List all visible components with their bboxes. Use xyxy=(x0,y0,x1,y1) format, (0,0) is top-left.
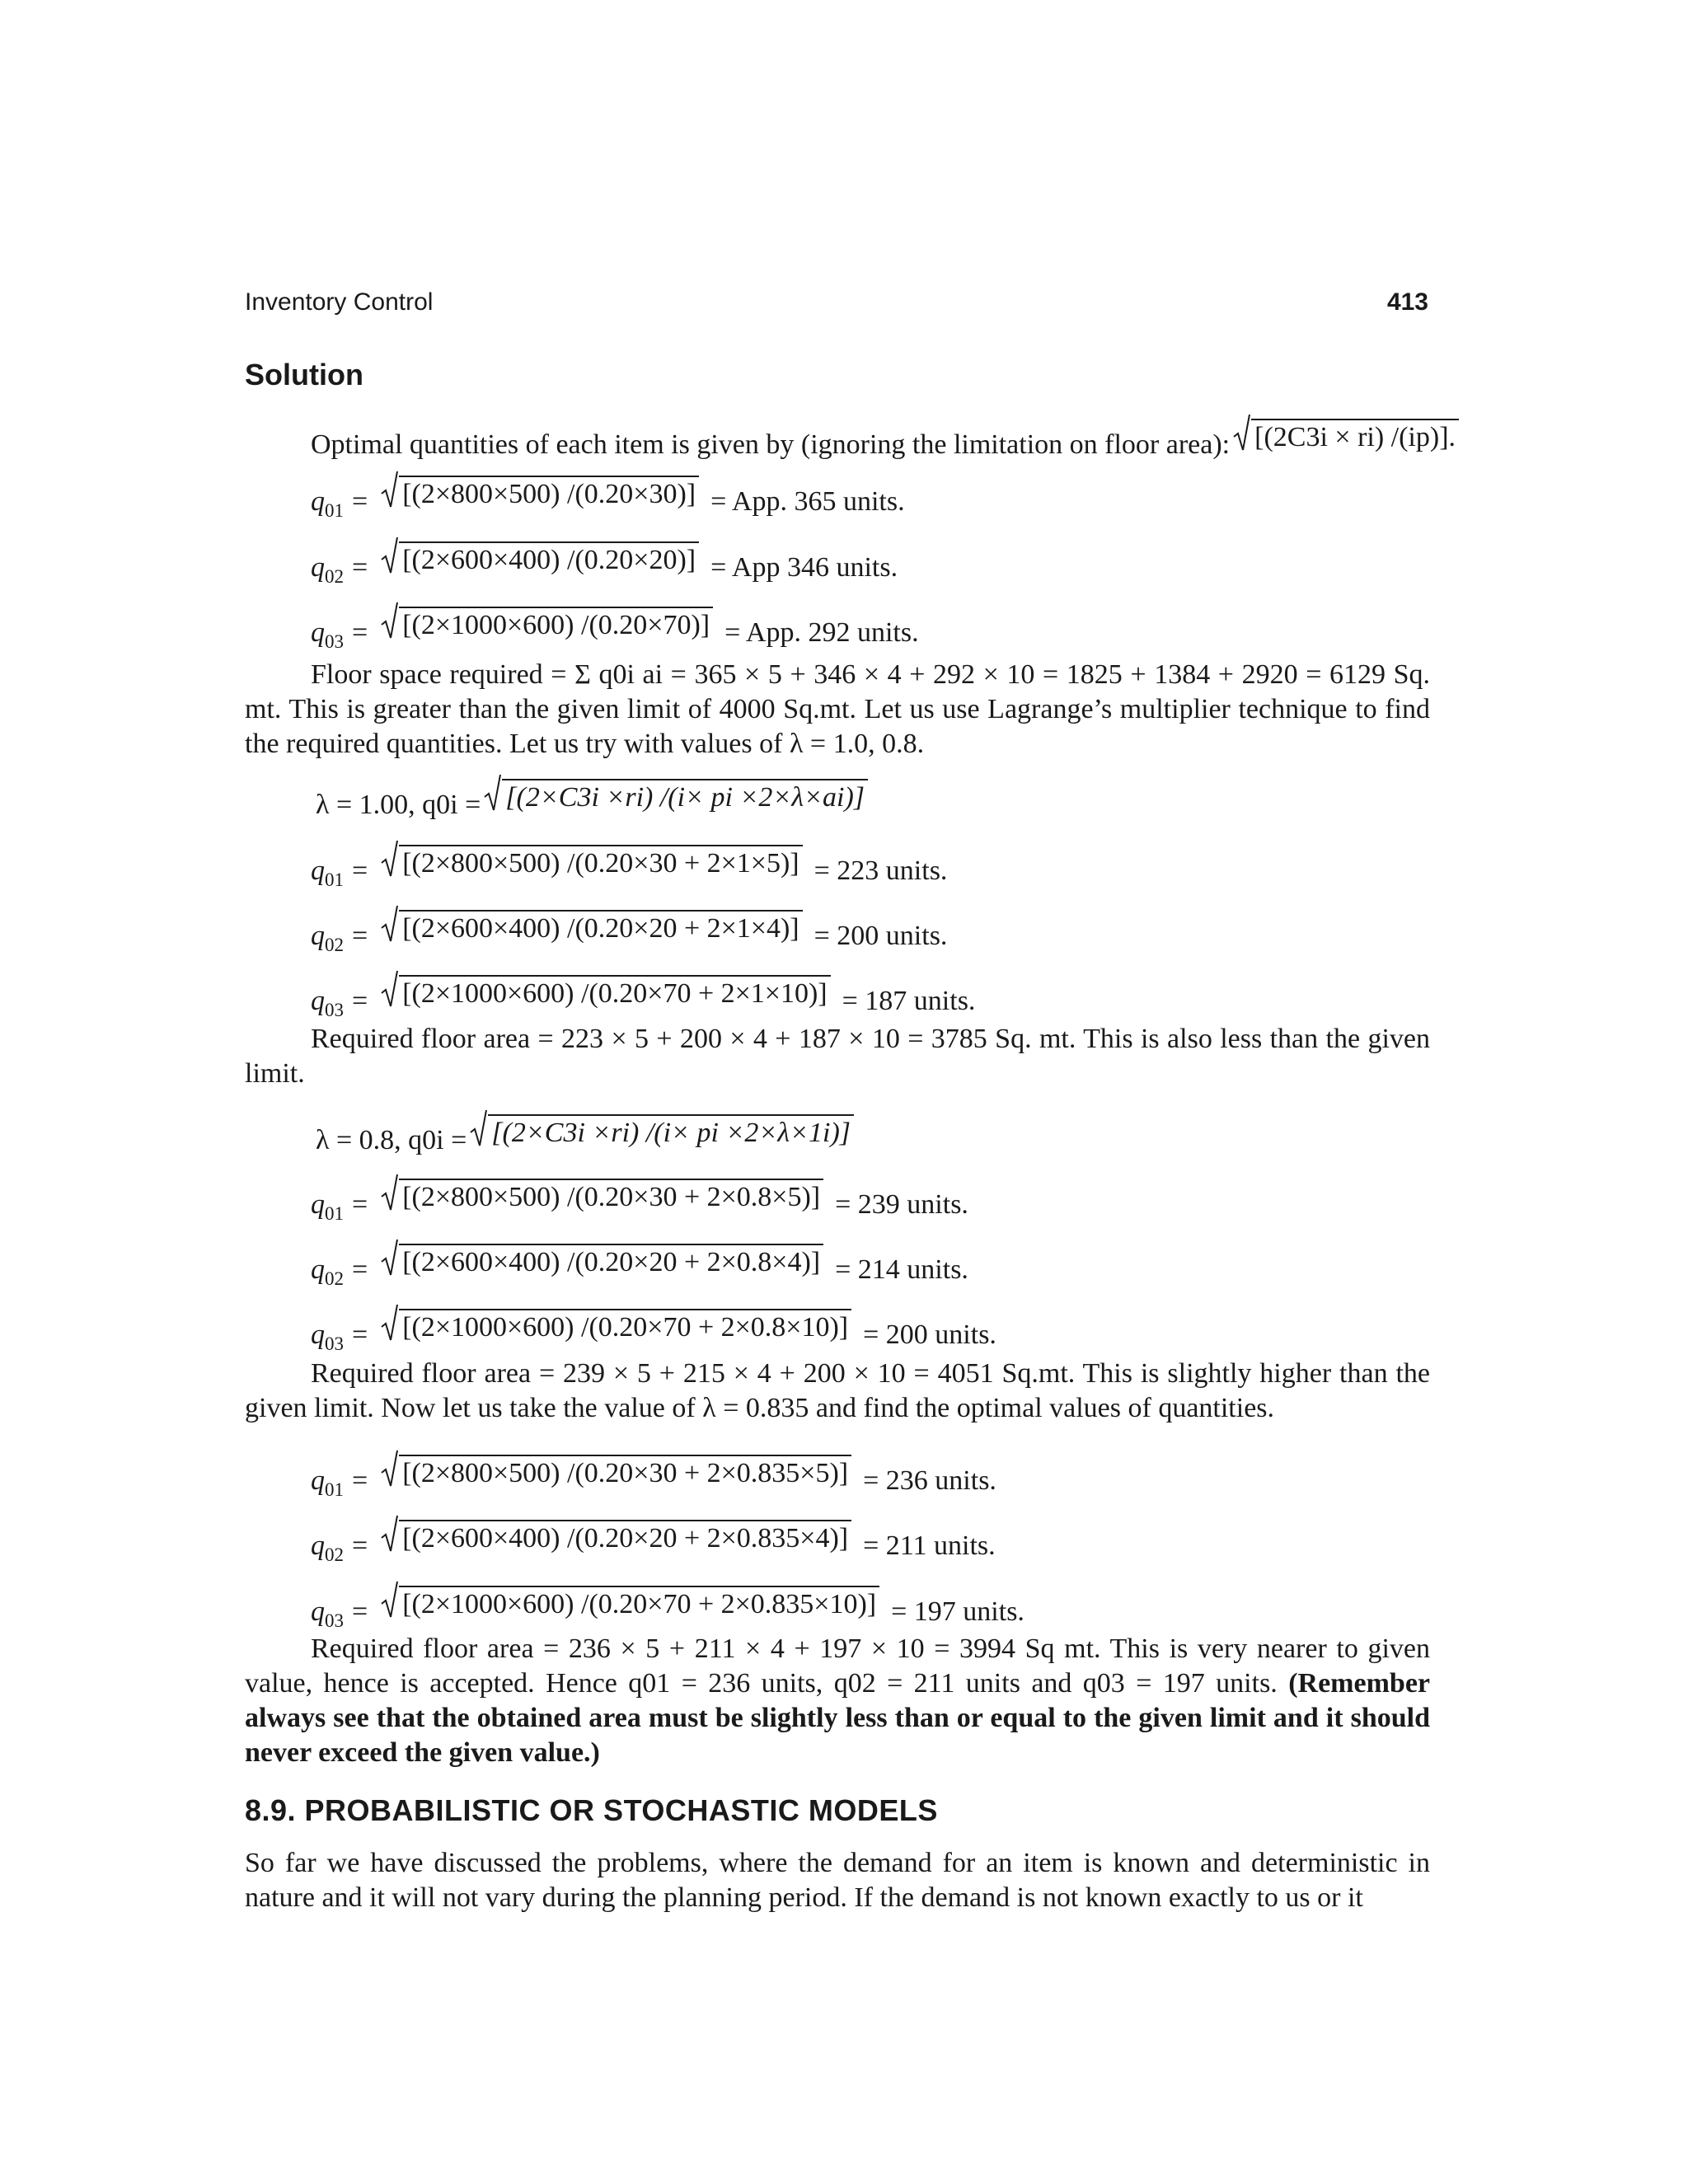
equation-radical xyxy=(381,541,699,576)
equation-radical xyxy=(381,1244,823,1278)
equation-result: = App. 292 units. xyxy=(724,617,919,648)
equation-q01 xyxy=(311,1455,996,1501)
equation-q02 xyxy=(311,1520,996,1566)
equation-q03 xyxy=(311,1586,1025,1632)
equation-expression: [(2×800×500) /(0.20×30)] xyxy=(399,476,699,510)
equation-radical xyxy=(381,910,802,944)
radical-sign-icon xyxy=(1233,419,1251,453)
equation-lhs: $q_{01}$ xyxy=(311,1465,344,1500)
equation-result: = App. 365 units. xyxy=(710,486,905,517)
equation-result: = 187 units. xyxy=(842,986,976,1016)
equation-q01 xyxy=(311,845,947,891)
radical-sign-icon xyxy=(381,476,399,510)
equation-lhs: $q_{03}$ xyxy=(311,1596,344,1631)
lambda-2-formula: [(2×C3i ×ri) /(i× pi ×2×λ×1i)] xyxy=(470,1114,854,1149)
floor-space-paragraph-1: Floor space required = Σ q0i ai = 365 × 5 + 346 × 4 + 292 × 10 = 1825 + 1384 + 2920 = 6129 Sq. mt. This is greater than the given limit of 4000 Sq.mt. Let us use Lagrange’s multiplier technique to find the required quantities. Let us try with values of λ = 1.0, 0.8. xyxy=(245,659,1430,759)
equals-sign: = xyxy=(352,1465,368,1496)
equation-q01 xyxy=(311,1179,968,1225)
equation-lhs: $q_{03}$ xyxy=(311,1319,344,1354)
intro-line xyxy=(311,419,1459,461)
radical-sign-icon xyxy=(381,541,399,576)
radical-sign-icon xyxy=(381,1586,399,1620)
radical-sign-icon xyxy=(381,1455,399,1489)
lambda-1-formula: [(2×C3i ×ri) /(i× pi ×2×λ×ai)] xyxy=(484,779,868,813)
lambda-2-label: λ = 0.8, q0i = xyxy=(316,1125,467,1155)
equation-result: = 223 units. xyxy=(814,855,948,886)
equation-result: = App 346 units. xyxy=(710,552,898,583)
equation-radical xyxy=(381,607,713,641)
radical-sign-icon xyxy=(381,910,399,944)
equation-result: = 197 units. xyxy=(891,1596,1025,1627)
equation-q03 xyxy=(311,607,919,653)
equation-q02 xyxy=(311,1244,968,1290)
lambda-2-equation xyxy=(316,1114,854,1156)
floor-area-paragraph-4 xyxy=(245,1632,1430,1770)
equals-sign: = xyxy=(352,1596,368,1627)
equation-lhs: $q_{02}$ xyxy=(311,921,344,955)
equals-sign: = xyxy=(352,986,368,1016)
equals-sign: = xyxy=(352,855,368,886)
equals-sign: = xyxy=(352,617,368,648)
equation-result: = 239 units. xyxy=(835,1189,968,1220)
equation-radical xyxy=(381,1179,823,1213)
equation-expression: [(2×800×500) /(0.20×30 + 2×0.835×5)] xyxy=(399,1455,851,1489)
equation-lhs: $q_{01}$ xyxy=(311,486,344,521)
equation-expression: [(2×1000×600) /(0.20×70 + 2×0.835×10)] xyxy=(399,1586,879,1620)
equation-expression: [(2×800×500) /(0.20×30 + 2×1×5)] xyxy=(399,845,802,879)
equation-expression: [(2×600×400) /(0.20×20 + 2×0.8×4)] xyxy=(399,1244,823,1278)
page-number: 413 xyxy=(1386,288,1428,316)
equation-radical xyxy=(381,845,802,879)
section-heading: 8.9. PROBABILISTIC OR STOCHASTIC MODELS xyxy=(245,1793,938,1827)
radical-sign-icon xyxy=(381,1179,399,1213)
radical-sign-icon xyxy=(381,975,399,1010)
lambda-1-equation xyxy=(316,779,868,821)
radical-sign-icon xyxy=(381,845,399,879)
solution-heading: Solution xyxy=(245,358,363,391)
equation-result: = 200 units. xyxy=(814,921,948,951)
equation-result: = 236 units. xyxy=(863,1465,996,1496)
equals-sign: = xyxy=(352,1189,368,1220)
radical-sign-icon xyxy=(381,1309,399,1343)
stochastic-paragraph: So far we have discussed the problems, where the demand for an item is known and deterministic in nature and it will not vary during the planning period. If the demand is not known exactly to us or it xyxy=(245,1848,1430,1913)
radical-sign-icon xyxy=(470,1114,488,1149)
equation-lhs: $q_{01}$ xyxy=(311,855,344,890)
floor-area-paragraph-3: Required floor area = 239 × 5 + 215 × 4 + 200 × 10 = 4051 Sq.mt. This is slightly higher than the given limit. Now let us take the value of λ = 0.835 and find the optimal values of quantities. xyxy=(245,1358,1430,1423)
radical-sign-icon xyxy=(381,1520,399,1554)
equation-radical xyxy=(381,476,699,510)
equation-result: = 200 units. xyxy=(863,1319,996,1350)
intro-formula: [(2C3i × ri) /(ip)]. xyxy=(1233,419,1459,453)
equation-expression: [(2×600×400) /(0.20×20 + 2×0.835×4)] xyxy=(399,1520,851,1554)
equation-expression: [(2×1000×600) /(0.20×70 + 2×0.8×10)] xyxy=(399,1309,851,1343)
equation-lhs: $q_{02}$ xyxy=(311,552,344,587)
equation-expression: [(2×600×400) /(0.20×20 + 2×1×4)] xyxy=(399,910,802,944)
equation-radical xyxy=(381,1586,879,1620)
equation-lhs: $q_{01}$ xyxy=(311,1189,344,1224)
equation-radical xyxy=(381,975,830,1010)
equation-result: = 211 units. xyxy=(863,1530,996,1561)
equals-sign: = xyxy=(352,552,368,583)
equation-lhs: $q_{02}$ xyxy=(311,1254,344,1289)
equation-lhs: $q_{03}$ xyxy=(311,986,344,1020)
equation-expression: [(2×800×500) /(0.20×30 + 2×0.8×5)] xyxy=(399,1179,823,1213)
equals-sign: = xyxy=(352,1530,368,1561)
lambda-1-label: λ = 1.00, q0i = xyxy=(316,790,481,820)
equation-lhs: $q_{02}$ xyxy=(311,1530,344,1565)
floor-area-paragraph-2: Required floor area = 223 × 5 + 200 × 4 + 187 × 10 = 3785 Sq. mt. This is also less than the given limit. xyxy=(245,1024,1430,1089)
equation-radical xyxy=(381,1520,851,1554)
equals-sign: = xyxy=(352,1254,368,1285)
equals-sign: = xyxy=(352,486,368,517)
equation-q03 xyxy=(311,1309,996,1355)
equation-q02 xyxy=(311,910,947,956)
equation-q03 xyxy=(311,975,975,1021)
equation-result: = 214 units. xyxy=(835,1254,968,1285)
equation-radical xyxy=(381,1309,851,1343)
floor-area-paragraph-4-text: Required floor area = 236 × 5 + 211 × 4 + 197 × 10 = 3994 Sq mt. This is very nearer to given value, hence is accepted. Hence q01 = 236 units, q02 = 211 units and q03 = 197 units. xyxy=(245,1633,1430,1699)
equation-expression: [(2×1000×600) /(0.20×70)] xyxy=(399,607,713,641)
intro-text: Optimal quantities of each item is given by (ignoring the limitation on floor area): xyxy=(311,429,1231,460)
equation-q02 xyxy=(311,541,898,588)
remember-note: (Remember always see that the obtained area must be slightly less than or equal to the given limit and it should never exceed the given value.) xyxy=(245,1668,1431,1768)
equation-radical xyxy=(381,1455,851,1489)
equation-lhs: $q_{03}$ xyxy=(311,617,344,652)
equation-q01 xyxy=(311,476,905,522)
radical-sign-icon xyxy=(381,607,399,641)
equals-sign: = xyxy=(352,921,368,951)
equation-expression: [(2×1000×600) /(0.20×70 + 2×1×10)] xyxy=(399,975,830,1010)
radical-sign-icon xyxy=(484,779,502,813)
running-head: Inventory Control xyxy=(245,288,434,316)
equation-expression: [(2×600×400) /(0.20×20)] xyxy=(399,541,699,576)
radical-sign-icon xyxy=(381,1244,399,1278)
equals-sign: = xyxy=(352,1319,368,1350)
